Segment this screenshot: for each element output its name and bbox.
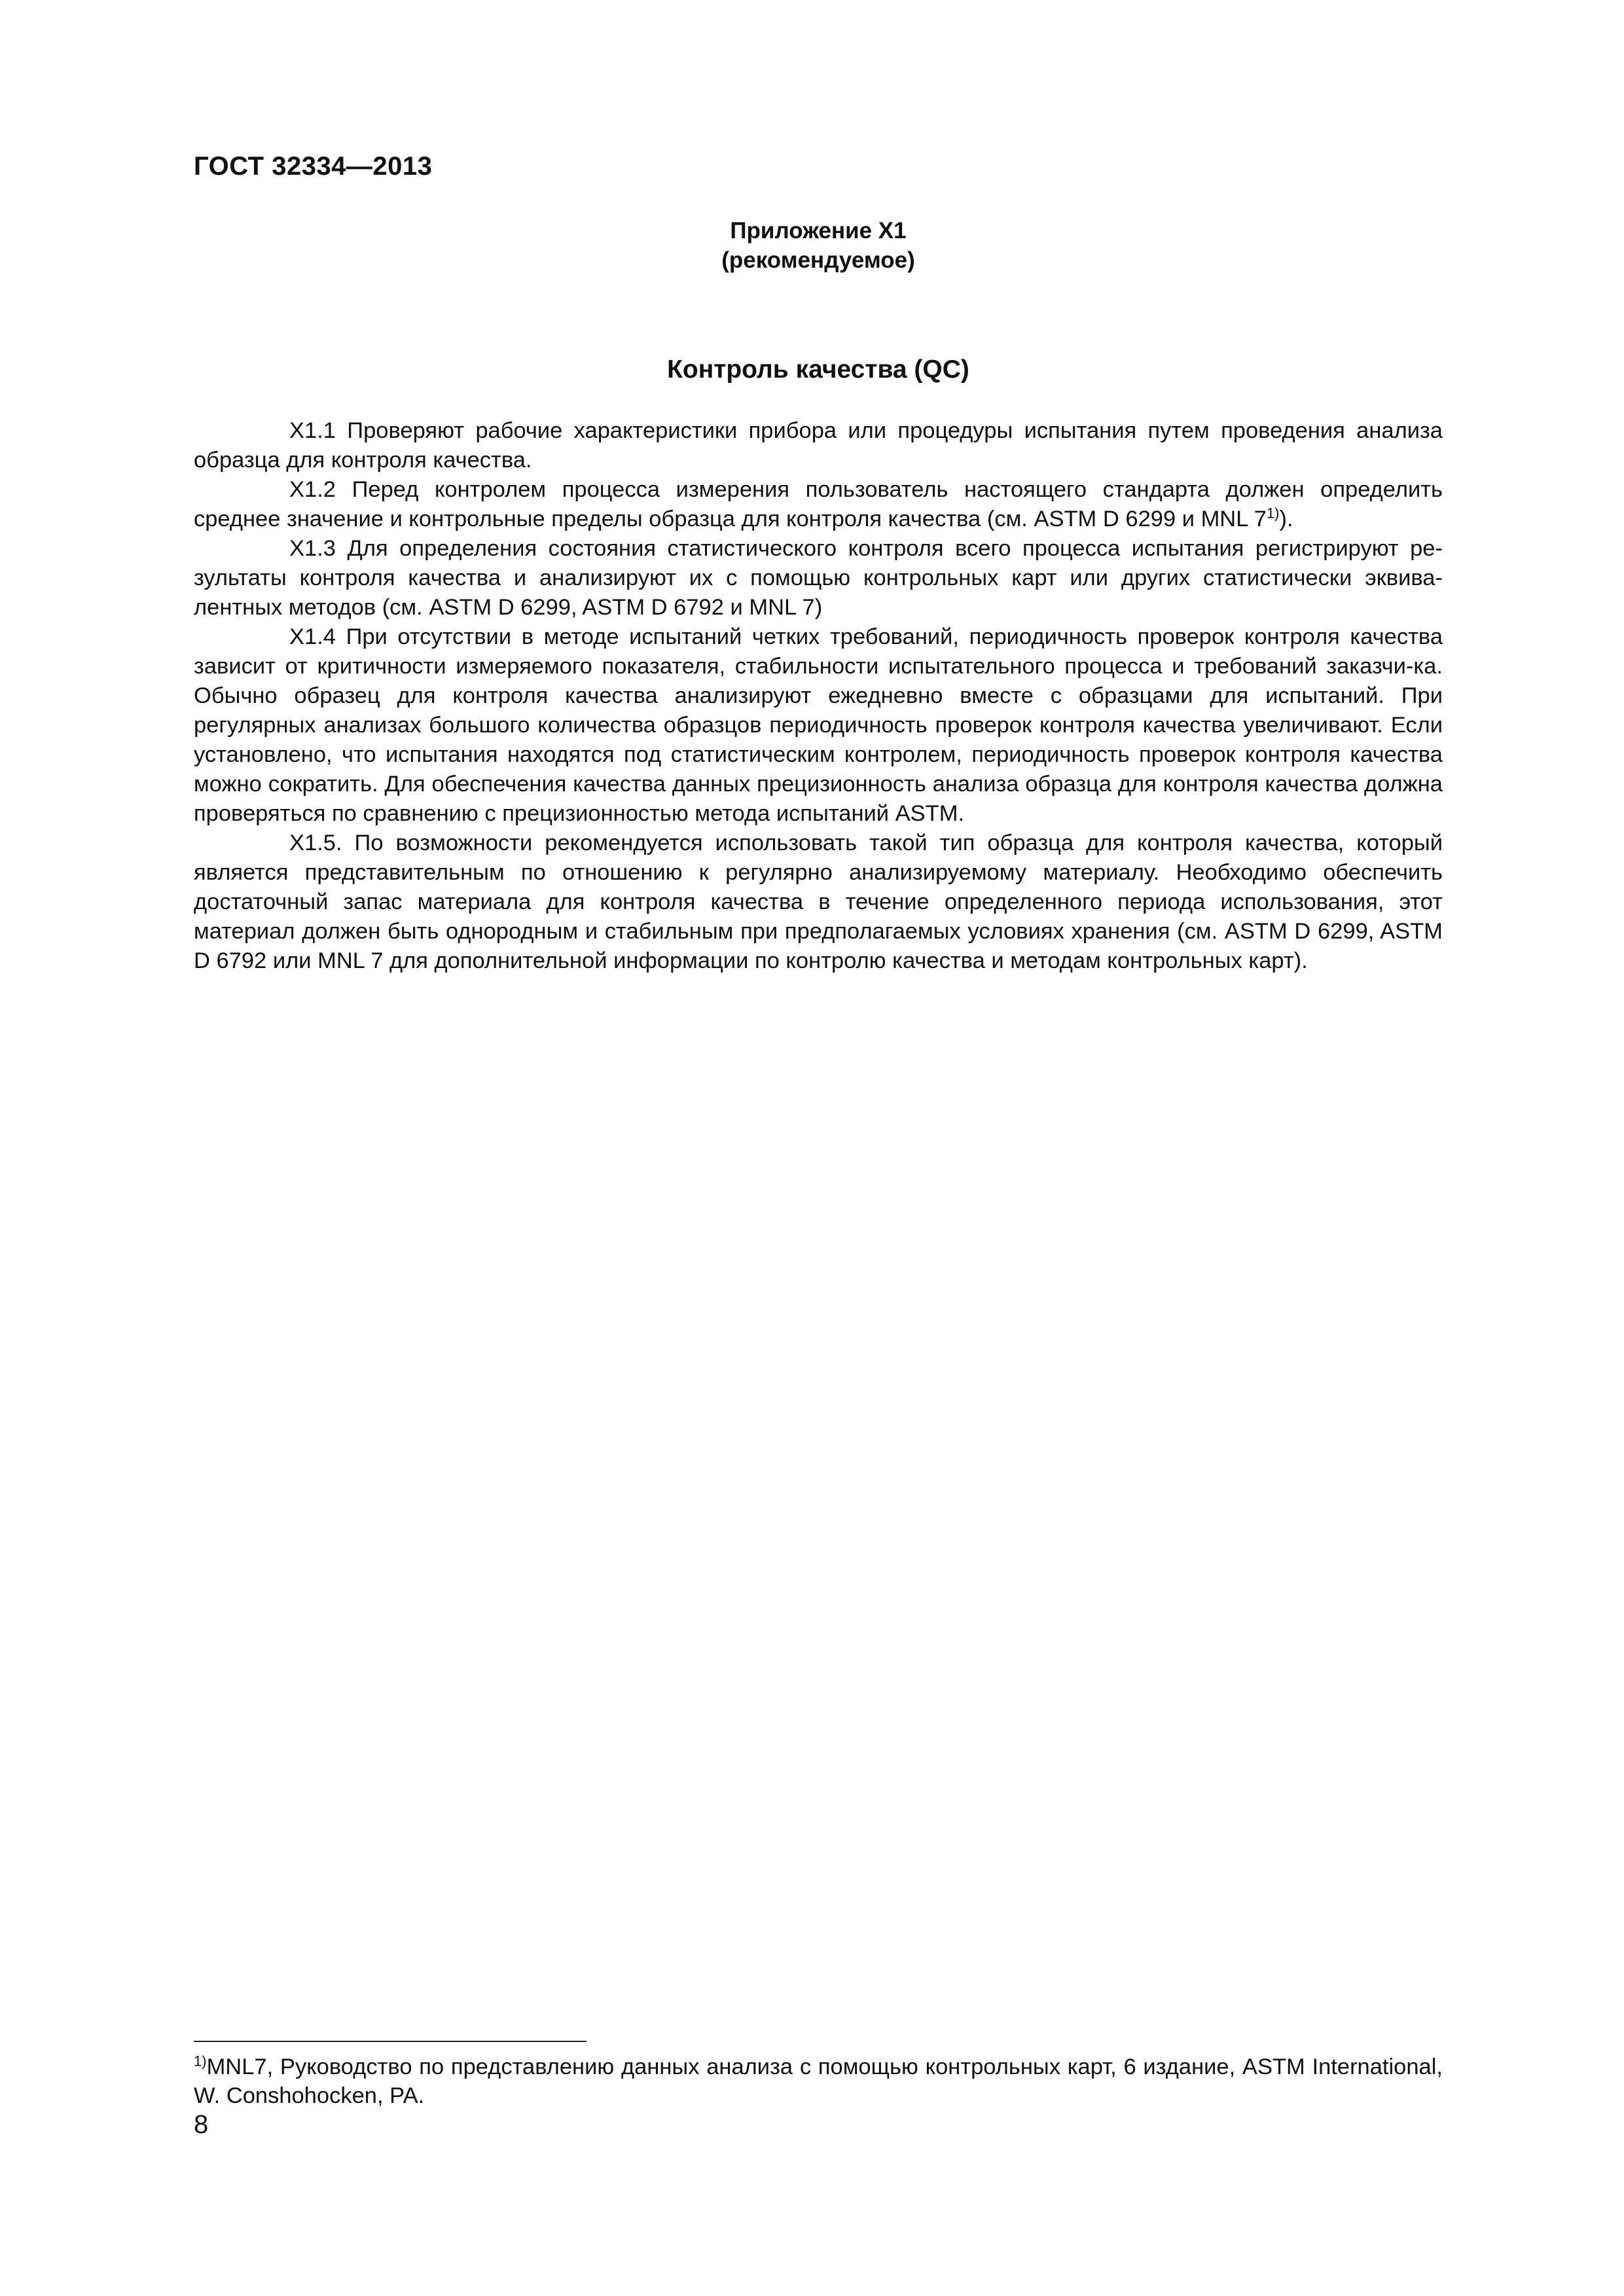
footnote-marker: 1) bbox=[194, 2053, 207, 2070]
paragraph-x1-2-text: X1.2 Перед контролем процесса измерения пользователь настоящего стандарта должен определить среднее значение и контрольные пределы образца для контроля качества (см. ASTM D 6299 и MNL 7 bbox=[194, 477, 1443, 531]
page-number: 8 bbox=[194, 2110, 209, 2139]
paragraph-x1-1: X1.1 Проверяют рабочие характеристики прибора или процедуры испытания путем проведения анализа образца для контроля качества. bbox=[194, 418, 1443, 473]
paragraph-x1-2 bbox=[194, 475, 1443, 534]
footnote-reference: 1) bbox=[1266, 505, 1280, 522]
annex-title: Приложение X1 bbox=[730, 218, 907, 243]
document-body bbox=[194, 416, 1443, 976]
paragraph-x1-4: X1.4 При отсутствии в методе испытаний четких требований, периодичность проверок контроля качества зависит от критичности измеряемого показателя, стабильности испытательного процесса и требований заказчи-ка. Обычно образец для контроля качества анализируют ежедневно вместе с образцами для испытаний. При регулярных анализах большого количества образцов периодичность проверок контроля качества увеличивают. Если установлено, что испытания находятся под статистическим контролем, периодичность проверок контроля качества можно сократить. Для обеспечения качества данных прецизионность анализа образца для контроля качества должна проверяться по сравнению с прецизионностью метода испытаний ASTM. bbox=[194, 624, 1443, 826]
paragraph-x1-2-end: ). bbox=[1279, 507, 1293, 531]
footnote-paragraph bbox=[194, 2053, 1443, 2110]
footnote bbox=[194, 2053, 1443, 2110]
standard-header: ГОСТ 32334—2013 bbox=[194, 152, 433, 181]
footnote-divider bbox=[194, 2041, 586, 2042]
annex-heading bbox=[194, 216, 1443, 275]
paragraph-x1-5: X1.5. По возможности рекомендуется использовать такой тип образца для контроля качества, который является представительным по отношению к регулярно анализируемому материалу. Необходимо обеспечить достаточный запас материала для контроля качества в течение определенного периода использования, этот материал должен быть однородным и стабильным при предполагаемых условиях хранения (см. ASTM D 6299, ASTM D 6792 или MNL 7 для дополнительной информации по контролю качества и методам контрольных карт). bbox=[194, 831, 1443, 973]
section-title: Контроль качества (QC) bbox=[667, 355, 969, 384]
paragraph-x1-3: X1.3 Для определения состояния статистического контроля всего процесса испытания регистрируют ре-зультаты контроля качества и анализируют их с помощью контрольных карт или других статистически эквива-лентных методов (см. ASTM D 6299, ASTM D 6792 и MNL 7) bbox=[194, 536, 1443, 620]
footnote-text: MNL7, Руководство по представлению данных анализа с помощью контрольных карт, 6 издание, ASTM International, W. Conshohocken, PA. bbox=[194, 2054, 1443, 2108]
annex-status: (рекомендуемое) bbox=[721, 247, 915, 273]
